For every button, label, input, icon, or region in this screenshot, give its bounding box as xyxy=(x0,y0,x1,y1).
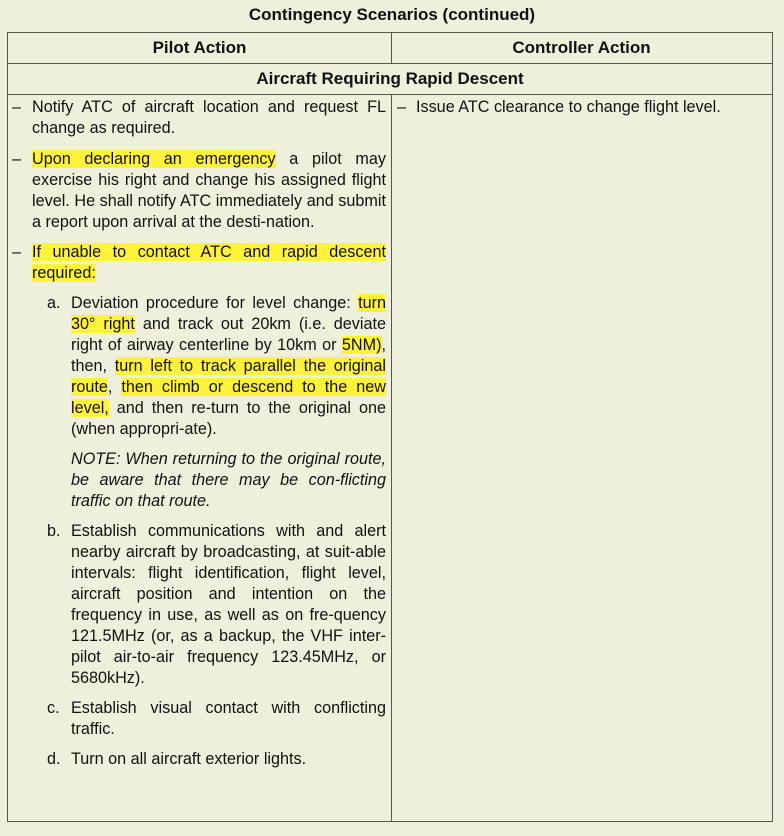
highlighted-text: turn left to track parallel the original route xyxy=(71,357,386,396)
controller-item-text: Issue ATC clearance to change flight level. xyxy=(416,98,721,116)
sub-item-text: , xyxy=(107,378,122,396)
highlighted-text: If unable to contact ATC and rapid descent required: xyxy=(32,243,386,282)
sub-item-letter: d. xyxy=(47,750,61,768)
pilot-item-declare-emergency xyxy=(8,149,391,233)
contingency-table xyxy=(7,32,773,822)
header-column-divider xyxy=(391,33,392,64)
dash-bullet: – xyxy=(397,98,407,116)
sub-item-text: Establish communications with and alert nearby aircraft by broadcasting, at suit-able intervals: flight identification, flight level, aircraft position and intention on the frequency in use, as well as on fre-quency 121.5MHz (or, as a backup, the VHF inter-pilot air-to-air frequency 123.45MHz, or 5680kHz). xyxy=(71,522,386,687)
sub-item-text: Establish visual contact with conflicting traffic. xyxy=(71,699,386,738)
sub-item-c-visual-contact xyxy=(8,698,391,740)
dash-bullet: – xyxy=(12,243,22,261)
sub-item-text: Deviation procedure for level change: xyxy=(71,294,359,312)
body-column-divider xyxy=(391,95,392,821)
sub-item-letter: c. xyxy=(47,699,60,717)
controller-item-clearance xyxy=(392,97,772,118)
pilot-action-cell xyxy=(8,95,391,770)
pilot-item-text: a pilot may exercise his right and change his assigned flight level. He shall notify ATC immediately and submit a report upon arrival at the desti-nation. xyxy=(32,150,386,231)
page-title: Contingency Scenarios (continued) xyxy=(248,5,536,24)
highlighted-text: Upon declaring an emergency xyxy=(32,150,276,168)
sub-item-text: and track out 20km (i.e. deviate right of airway centerline by 10km or xyxy=(71,315,386,354)
sub-item-text: , then, xyxy=(71,336,386,375)
sub-item-text: Turn on all aircraft exterior lights. xyxy=(71,750,307,768)
sub-item-letter: b. xyxy=(47,522,61,540)
pilot-action-header: Pilot Action xyxy=(152,38,247,57)
section-heading-rapid-descent: Aircraft Requiring Rapid Descent xyxy=(8,64,772,95)
dash-bullet: – xyxy=(12,98,22,116)
controller-action-cell xyxy=(392,95,772,118)
pilot-item-unable-contact xyxy=(8,242,391,284)
pilot-item-text: Notify ATC of aircraft location and request FL change as required. xyxy=(32,98,386,137)
table-header-row xyxy=(8,33,772,64)
controller-action-header: Controller Action xyxy=(512,38,651,57)
sub-item-b-communications xyxy=(8,521,391,689)
sub-item-a-deviation xyxy=(8,293,391,440)
sub-item-d-exterior-lights xyxy=(8,749,391,770)
dash-bullet: – xyxy=(12,150,22,168)
highlighted-text: then climb or descend to the new level, xyxy=(71,378,386,417)
sub-item-letter: a. xyxy=(47,294,61,312)
highlighted-text: 5NM) xyxy=(341,336,382,354)
highlighted-text: turn 30° right xyxy=(71,294,386,333)
pilot-item-notify-atc xyxy=(8,97,391,139)
note-returning-route: NOTE: When returning to the original route, be aware that there may be con-flicting traffic on that route. xyxy=(71,450,386,510)
sub-item-text: and then re-turn to the original one (when appropri-ate). xyxy=(71,399,386,438)
